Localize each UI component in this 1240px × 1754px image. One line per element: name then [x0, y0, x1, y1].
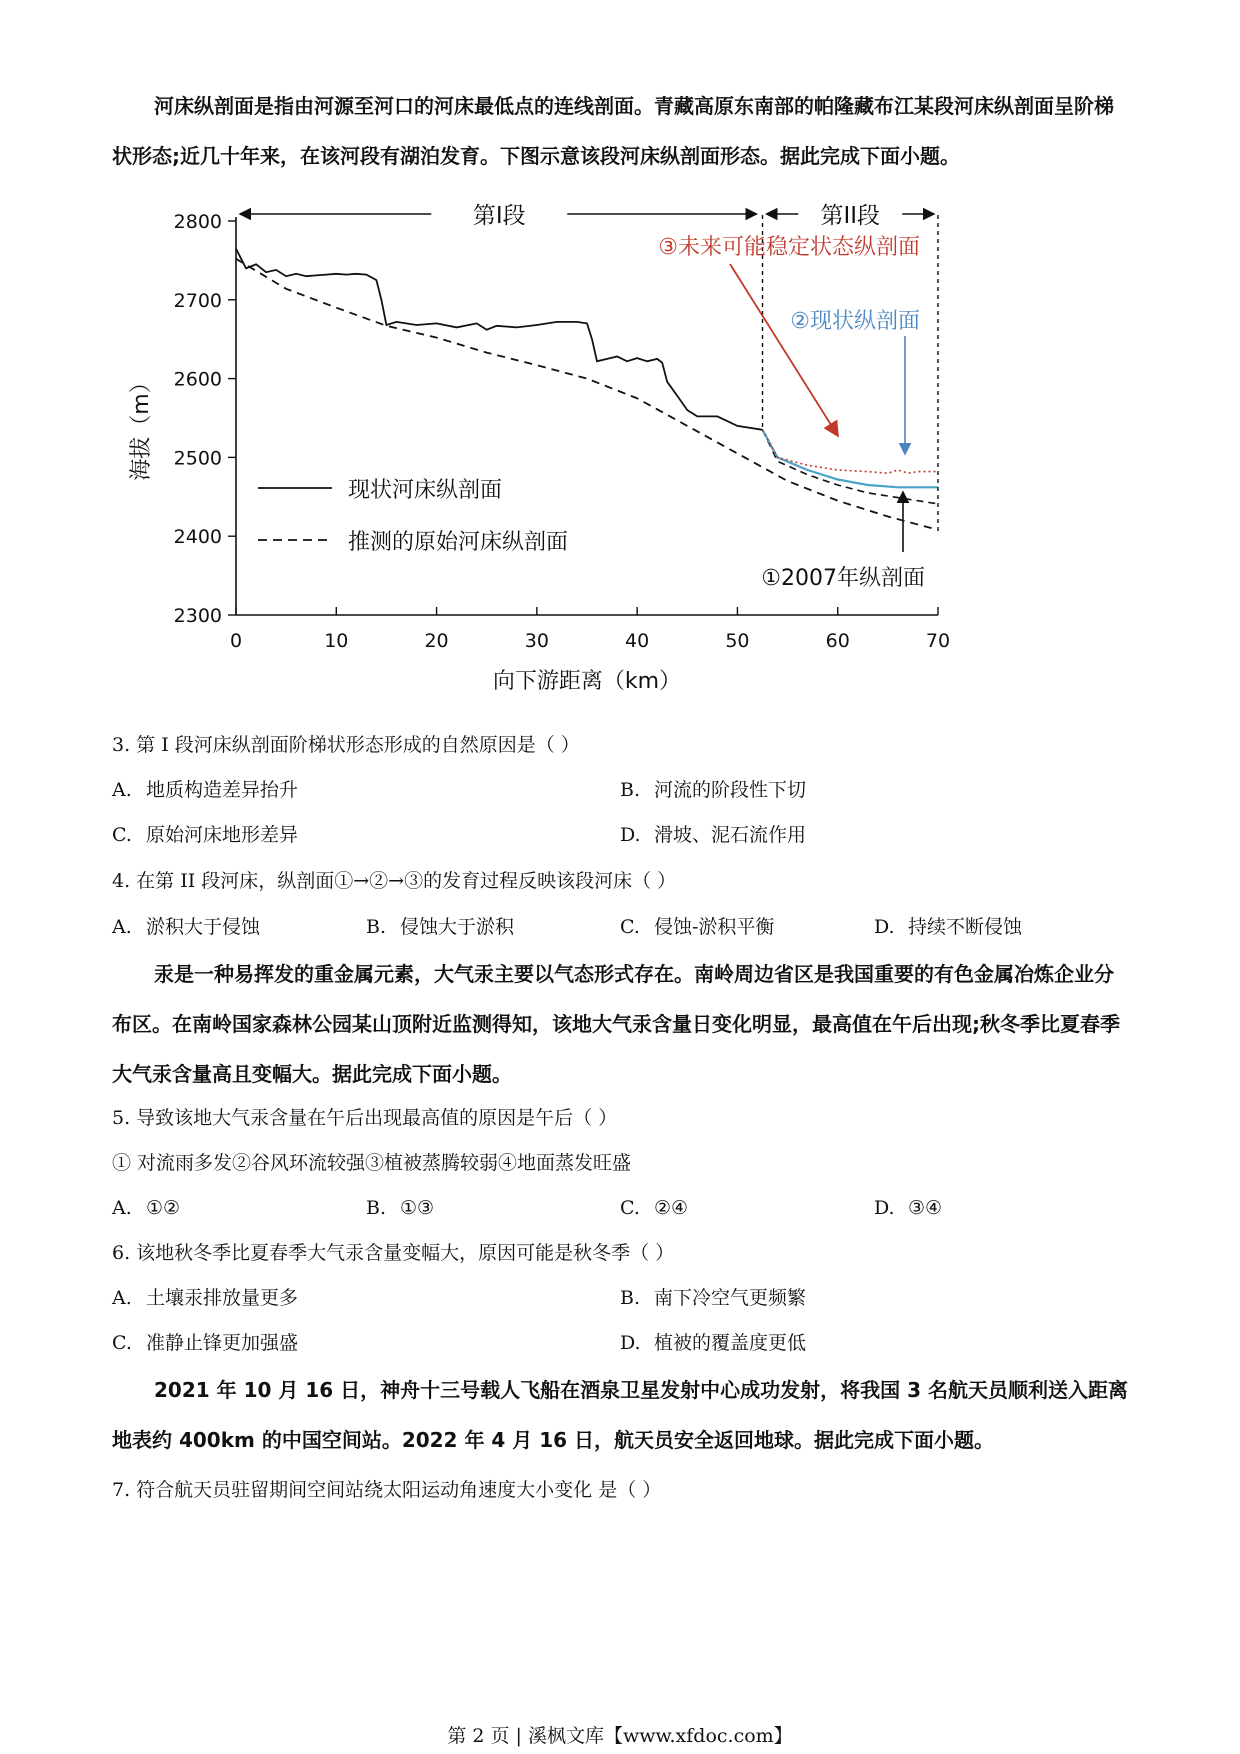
option-letter: C. — [620, 1197, 640, 1219]
annotation-future-arrow — [730, 264, 838, 436]
annotation-future: ③未来可能稳定状态纵剖面 — [658, 235, 920, 260]
y-axis-label: 海拔（m） — [129, 371, 154, 481]
q5-option-a[interactable] — [112, 1193, 180, 1223]
option-letter: B. — [620, 1287, 641, 1309]
option-text: 河流的阶段性下切 — [654, 779, 807, 801]
x-tick-label: 40 — [625, 630, 650, 652]
option-text: 淤积大于侵蚀 — [146, 916, 261, 938]
series-line — [763, 430, 939, 488]
option-letter: A. — [112, 916, 132, 938]
y-tick-label: 2500 — [173, 447, 222, 470]
option-text: 植被的覆盖度更低 — [654, 1332, 807, 1354]
q6-option-b[interactable] — [620, 1283, 806, 1313]
option-text: 侵蚀大于淤积 — [400, 916, 515, 938]
option-letter: D. — [874, 916, 895, 938]
question-5-stem: 5. 导致该地大气汞含量在午后出现最高值的原因是午后（ ） — [112, 1107, 618, 1129]
y-tick-label: 2400 — [173, 526, 222, 549]
question-7-stem: 7. 符合航天员驻留期间空间站绕太阳运动角速度大小变化 是（ ） — [112, 1479, 662, 1501]
option-letter: A. — [112, 1197, 132, 1219]
option-text: 土壤汞排放量更多 — [146, 1287, 299, 1309]
option-letter: B. — [366, 1197, 387, 1219]
y-tick-label: 2600 — [173, 368, 222, 391]
x-tick-label: 0 — [229, 630, 243, 652]
option-letter: D. — [874, 1197, 895, 1219]
x-tick-label: 70 — [925, 630, 951, 652]
intro-paragraph-mercury: 汞是一种易挥发的重金属元素，大气汞主要以气态形式存在。南岭周边省区是我国重要的有色金属冶炼企业分布区。在南岭国家森林公园某山顶附近监测得知，该地大气汞含量日变化明显，最高值在午后出现;秋冬季比夏春季大气汞含量高且变幅大。据此完成下面小题。 — [112, 962, 1120, 1086]
option-text: 地质构造差异抬升 — [146, 779, 299, 801]
q4-option-d[interactable] — [874, 912, 1022, 942]
option-letter: B. — [366, 916, 387, 938]
x-tick-label: 20 — [424, 630, 449, 652]
series-line — [763, 430, 939, 473]
series-line — [236, 259, 938, 530]
option-text: ③④ — [908, 1197, 943, 1219]
x-axis-label: 向下游距离（km） — [492, 669, 682, 694]
x-tick-label: 30 — [524, 630, 549, 652]
option-letter: C. — [112, 1332, 132, 1354]
q6-option-c[interactable] — [112, 1328, 298, 1358]
annotation-current: ②现状纵剖面 — [790, 309, 920, 334]
option-letter: D. — [620, 1332, 641, 1354]
q5-option-d[interactable] — [874, 1193, 942, 1223]
option-text: 准静止锋更加强盛 — [146, 1332, 299, 1354]
q5-option-b[interactable] — [366, 1193, 434, 1223]
q3-option-c[interactable] — [112, 820, 298, 850]
q4-option-c[interactable] — [620, 912, 774, 942]
x-tick-label: 10 — [324, 630, 349, 652]
legend-label-original: 推测的原始河床纵剖面 — [348, 530, 569, 555]
q6-option-a[interactable] — [112, 1283, 298, 1313]
option-text: 侵蚀-淤积平衡 — [654, 916, 775, 938]
y-tick-label: 2700 — [173, 289, 222, 312]
q5-option-c[interactable] — [620, 1193, 688, 1223]
intro-paragraph-river: 河床纵剖面是指由河源至河口的河床最低点的连线剖面。青藏高原东南部的帕隆藏布江某段河床纵剖面呈阶梯状形态;近几十年来，在该河段有湖泊发育。下图示意该段河床纵剖面形态。据此完成下面小题。 — [112, 94, 1114, 168]
segment-2-label: 第II段 — [820, 203, 881, 229]
option-text: 滑坡、泥石流作用 — [654, 824, 807, 846]
q3-option-b[interactable] — [620, 775, 806, 805]
q4-option-b[interactable] — [366, 912, 514, 942]
option-text: ①② — [146, 1197, 181, 1219]
option-text: 持续不断侵蚀 — [908, 916, 1023, 938]
option-text: ②④ — [654, 1197, 689, 1219]
question-6-stem: 6. 该地秋冬季比夏春季大气汞含量变幅大，原因可能是秋冬季（ ） — [112, 1242, 675, 1264]
y-tick-label: 2300 — [173, 605, 222, 627]
y-tick-label: 2800 — [173, 211, 222, 233]
option-letter: D. — [620, 824, 641, 846]
series-line — [236, 249, 763, 430]
q3-option-a[interactable] — [112, 775, 298, 805]
intro-paragraph-shenzhou: 2021 年 10 月 16 日，神舟十三号载人飞船在酒泉卫星发射中心成功发射，将我国 3 名航天员顺利送入距离地表约 400km 的中国空间站。2022 年 4 月 16 日，航天员安全返回地球。据此完成下面小题。 — [112, 1378, 1128, 1452]
legend-label-current: 现状河床纵剖面 — [348, 478, 503, 503]
option-text: 南下冷空气更频繁 — [654, 1287, 807, 1309]
q6-option-d[interactable] — [620, 1328, 806, 1358]
x-tick-label: 50 — [725, 630, 750, 652]
option-letter: C. — [112, 824, 132, 846]
option-letter: C. — [620, 916, 640, 938]
river-profile-chart — [100, 200, 951, 694]
series-line — [763, 430, 939, 504]
q3-option-d[interactable] — [620, 820, 806, 850]
option-text: 原始河床地形差异 — [146, 824, 299, 846]
option-letter: B. — [620, 779, 641, 801]
option-letter: A. — [112, 1287, 132, 1309]
segment-1-label: 第I段 — [472, 203, 526, 229]
option-text: ①③ — [400, 1197, 435, 1219]
question-5-statements: ① 对流雨多发②谷风环流较强③植被蒸腾较弱④地面蒸发旺盛 — [112, 1152, 632, 1174]
question-4-stem: 4. 在第 II 段河床，纵剖面①→②→③的发育过程反映该段河床（ ） — [112, 870, 677, 892]
annotation-2007: ①2007年纵剖面 — [761, 566, 925, 591]
page-footer: 第 2 页 | 溪枫文库【www.xfdoc.com】 — [447, 1725, 793, 1747]
question-3-stem: 3. 第 I 段河床纵剖面阶梯状形态形成的自然原因是（ ） — [112, 734, 580, 756]
option-letter: A. — [112, 779, 132, 801]
q4-option-a[interactable] — [112, 912, 260, 942]
x-tick-label: 60 — [825, 630, 850, 652]
